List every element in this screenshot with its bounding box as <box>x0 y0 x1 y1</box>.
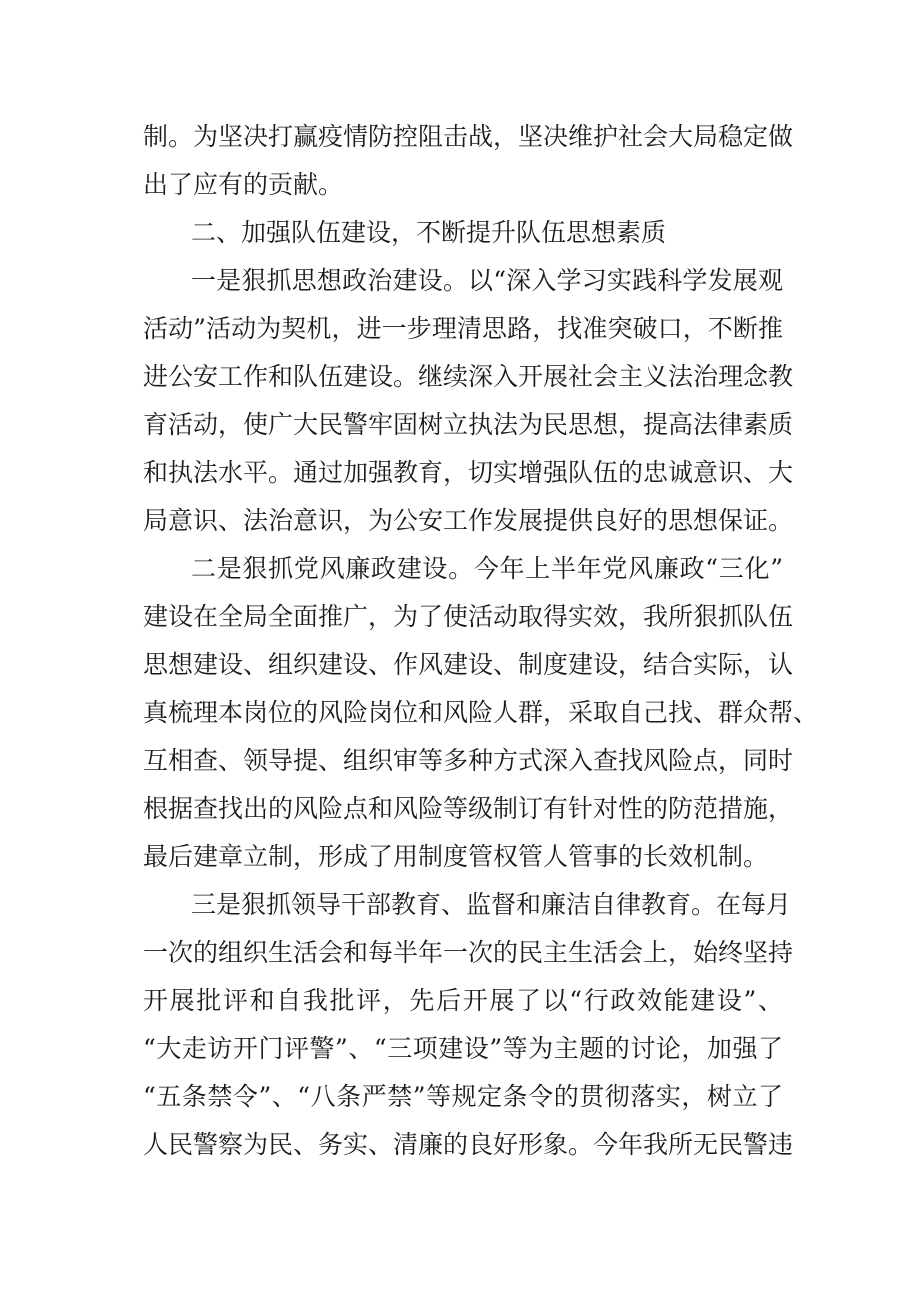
text-line: 最后建章立制，形成了用制度管权管人管事的长效机制。 <box>143 842 769 871</box>
text-line: 一是狠抓思想政治建设。以“深入学习实践科学发展观 <box>191 266 783 295</box>
text-line: 一次的组织生活会和每半年一次的民主生活会上，始终坚持 <box>143 938 794 967</box>
text-line: 根据查找出的风险点和风险等级制订有针对性的防范措施， <box>143 794 794 823</box>
text-line: 活动”活动为契机，进一步理清思路，找准突破口，不断推 <box>143 314 783 343</box>
text-line: 进公安工作和队伍建设。继续深入开展社会主义法治理念教 <box>143 362 794 391</box>
text-line: 思想建设、组织建设、作风建设、制度建设，结合实际，认 <box>143 650 794 679</box>
text-line: 真梳理本岗位的风险岗位和风险人群，采取自己找、群众帮、 <box>143 698 819 727</box>
text-line: 育活动，使广大民警牢固树立执法为民思想，提高法律素质 <box>143 410 794 439</box>
text-line: 出了应有的贡献。 <box>143 170 344 199</box>
text-line: 互相查、领导提、组织审等多种方式深入查找风险点，同时 <box>143 746 794 775</box>
text-line: 二是狠抓党风廉政建设。今年上半年党风廉政“三化” <box>191 554 783 583</box>
text-line: 局意识、法治意识，为公安工作发展提供良好的思想保证。 <box>143 506 794 535</box>
text-line: 和执法水平。通过加强教育，切实增强队伍的忠诚意识、大 <box>143 458 794 487</box>
text-line: 建设在全局全面推广，为了使活动取得实效，我所狠抓队伍 <box>143 602 794 631</box>
text-line: 三是狠抓领导干部教育、监督和廉洁自律教育。在每月 <box>191 890 792 919</box>
text-line: 制。为坚决打赢疫情防控阻击战，坚决维护社会大局稳定做 <box>143 122 794 151</box>
text-line: “大走访开门评警”、“三项建设”等为主题的讨论，加强了 <box>143 1034 783 1063</box>
text-line: “五条禁令”、“八条严禁”等规定条令的贯彻落实，树立了 <box>143 1082 783 1111</box>
section-heading: 二、加强队伍建设，不断提升队伍思想素质 <box>191 218 667 247</box>
text-line: 人民警察为民、务实、清廉的良好形象。今年我所无民警违 <box>143 1130 794 1159</box>
text-line: 开展批评和自我批评，先后开展了以“行政效能建设”、 <box>143 986 783 1015</box>
